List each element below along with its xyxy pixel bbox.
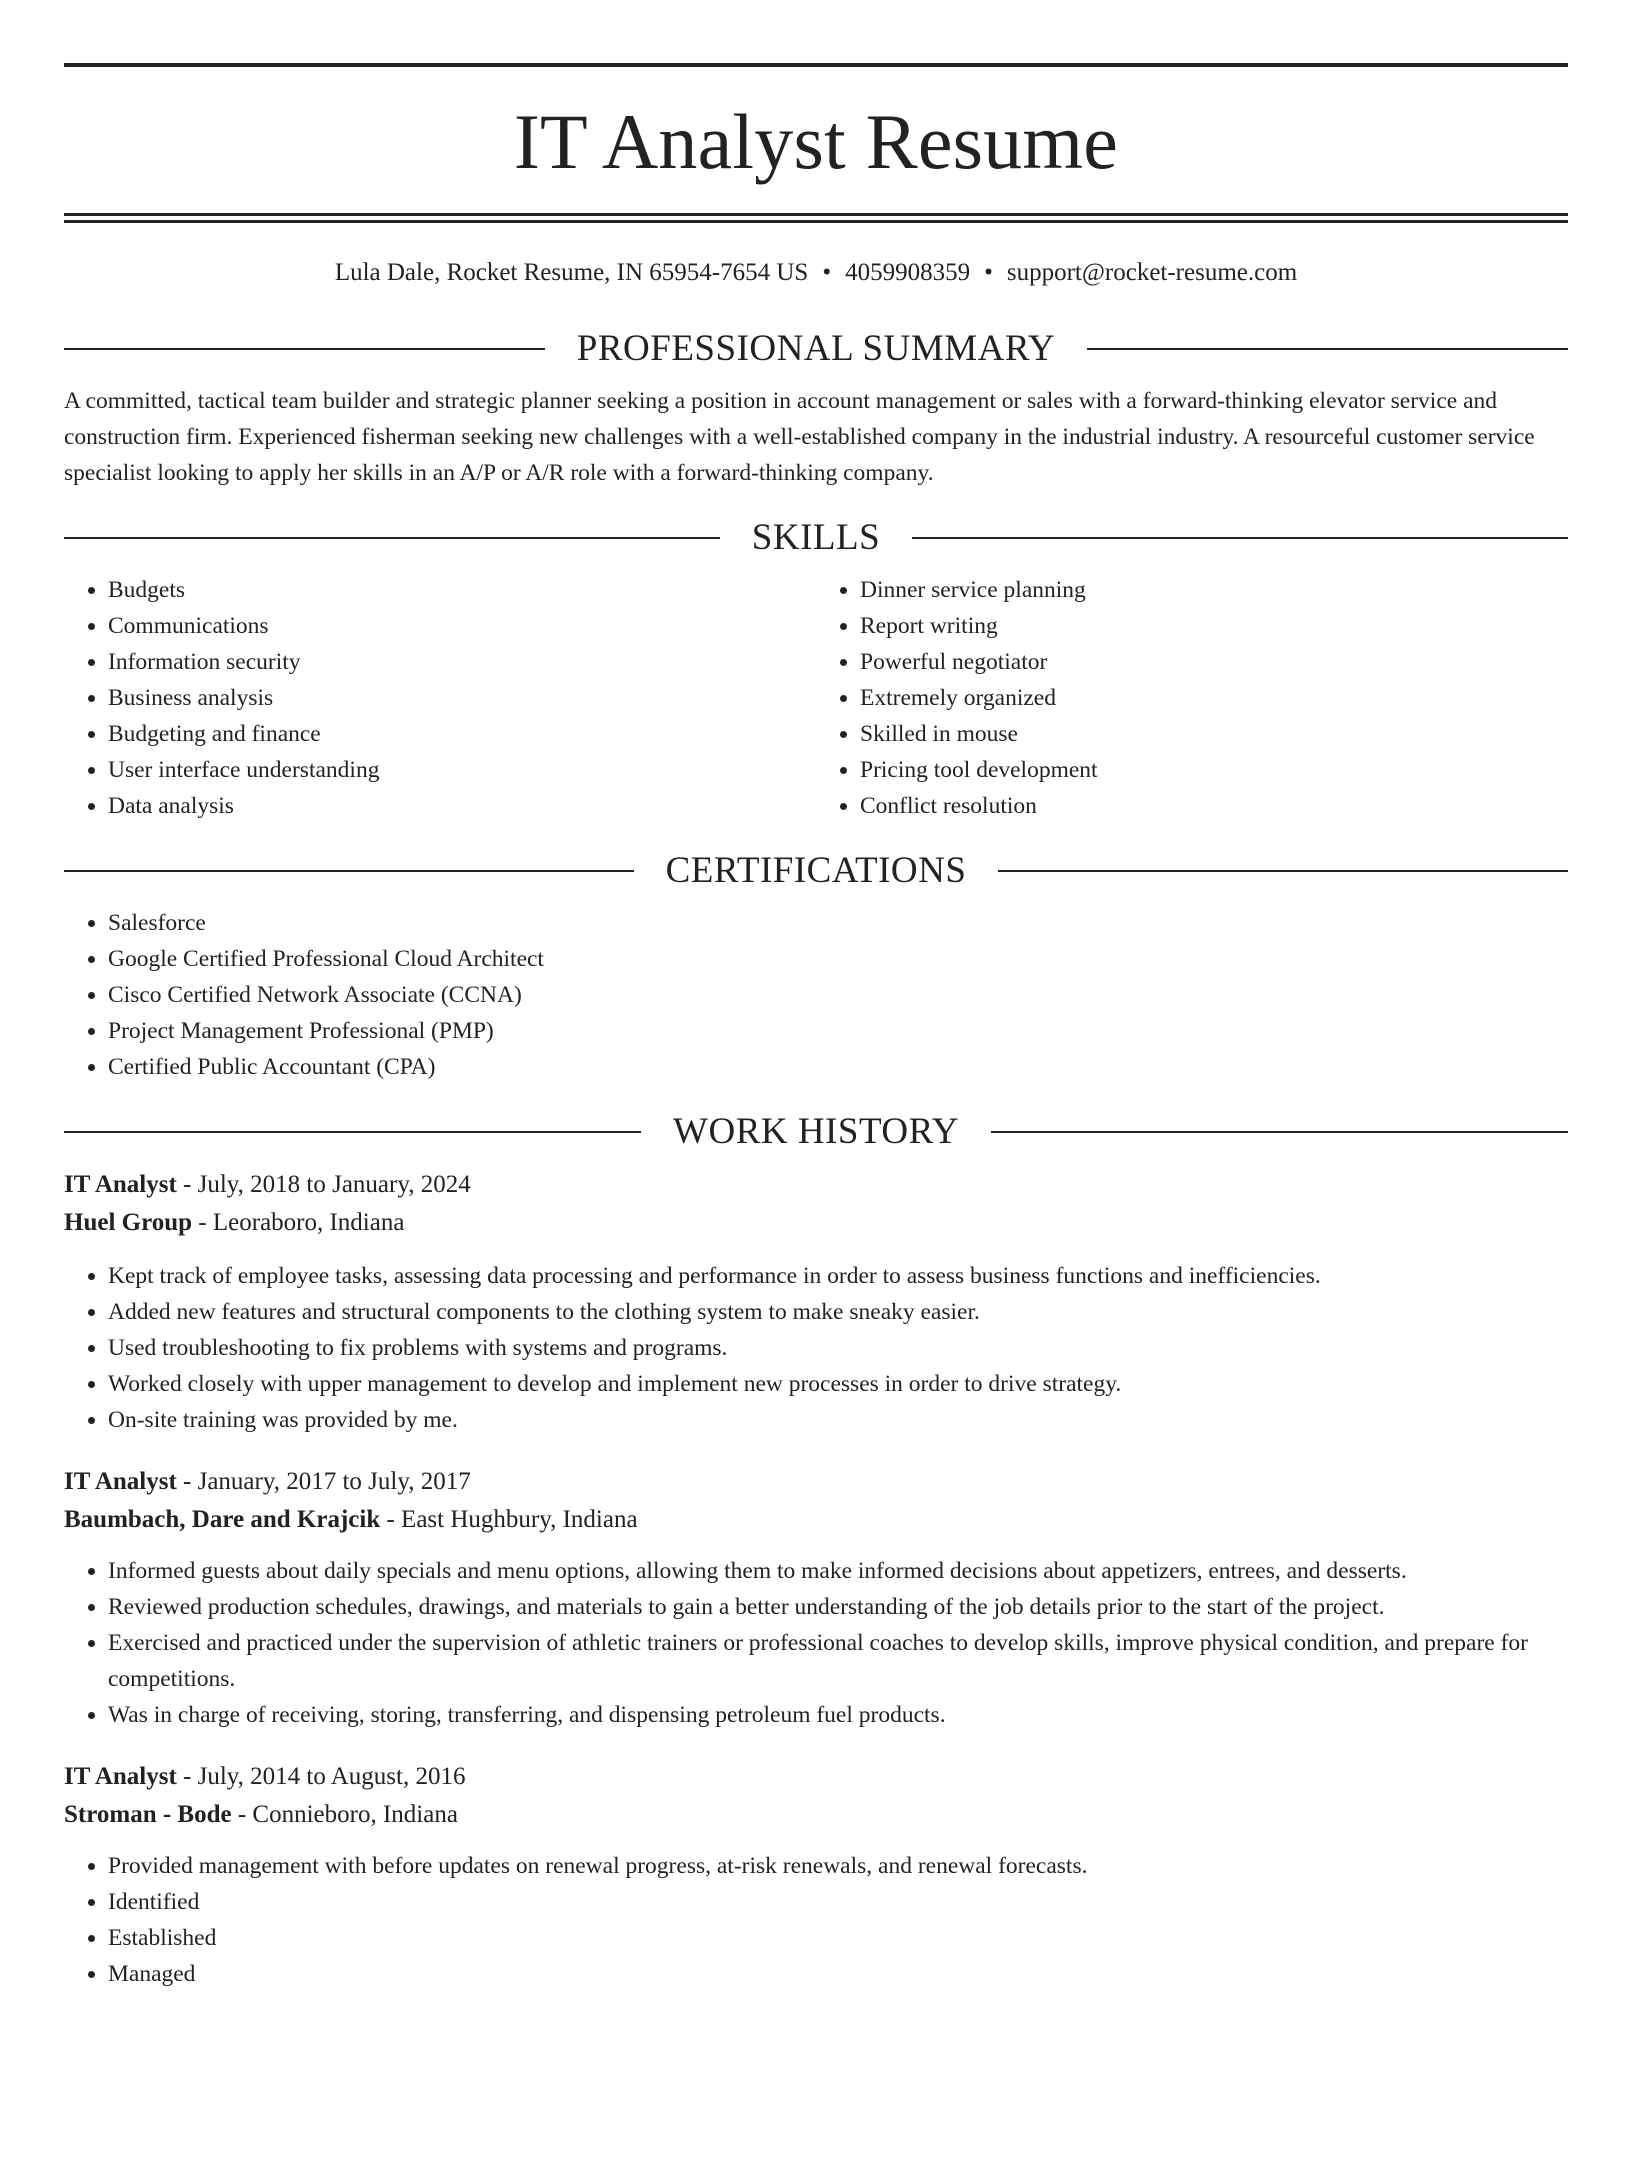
job-bullets — [64, 1258, 1568, 1438]
job-bullets — [64, 1553, 1568, 1733]
certification-item: • Cisco Certified Network Associate (CCNA) — [108, 977, 1568, 1013]
certification-item: • Google Certified Professional Cloud Architect — [108, 941, 1568, 977]
page-title: IT Analyst Resume — [513, 98, 1119, 185]
certifications-heading — [64, 852, 1568, 889]
job-dates: - January, 2017 to July, 2017 — [176, 1468, 471, 1495]
skill-item: • Information security — [108, 644, 816, 680]
resume-page — [0, 63, 1632, 2175]
contact-address: Lula Dale, Rocket Resume, IN 65954-7654 US — [334, 259, 809, 286]
job-bullet: • On-site training was provided by me. — [108, 1402, 1568, 1438]
job-dates: - July, 2018 to January, 2024 — [176, 1171, 471, 1198]
job-company: Baumbach, Dare and Krajcik — [64, 1506, 381, 1533]
job-company-line — [64, 1204, 1568, 1242]
contact-email: support@rocket-resume.com — [1006, 259, 1298, 286]
contact-separator: • — [822, 259, 832, 286]
job-bullet: • Informed guests about daily specials and menu options, allowing them to make informed decisions about appetizers, entrees, and desserts. — [108, 1553, 1568, 1589]
skill-item: • Dinner service planning — [860, 572, 1568, 608]
job-entry — [64, 1166, 1568, 1438]
certifications-heading-label: CERTIFICATIONS — [665, 850, 967, 891]
contact-line — [64, 258, 1568, 288]
skill-item: • User interface understanding — [108, 752, 816, 788]
job-bullet: • Identified — [108, 1884, 1568, 1920]
job-title: IT Analyst — [64, 1468, 177, 1495]
skill-item: • Budgeting and finance — [108, 716, 816, 752]
contact-separator: • — [984, 259, 993, 286]
skill-item: • Budgets — [108, 572, 816, 608]
job-title: IT Analyst — [64, 1171, 177, 1198]
job-title-line — [64, 1758, 1568, 1796]
certification-item: • Certified Public Accountant (CPA) — [108, 1049, 1568, 1085]
title-double-rule — [64, 213, 1568, 223]
job-title: IT Analyst — [64, 1763, 177, 1790]
job-entry — [64, 1758, 1568, 1992]
skills-grid — [64, 572, 1568, 824]
skill-item: • Conflict resolution — [860, 788, 1568, 824]
certification-item: • Project Management Professional (PMP) — [108, 1013, 1568, 1049]
skill-item: • Powerful negotiator — [860, 644, 1568, 680]
job-bullets — [64, 1848, 1568, 1992]
contact-phone: 4059908359 — [845, 259, 971, 286]
job-company: Huel Group — [64, 1209, 193, 1236]
job-entry — [64, 1463, 1568, 1733]
job-company-line — [64, 1796, 1568, 1834]
skill-item: • Business analysis — [108, 680, 816, 716]
skills-heading — [64, 519, 1568, 556]
job-bullet: • Managed — [108, 1956, 1568, 1992]
job-location: - Leoraboro, Indiana — [192, 1209, 405, 1236]
work-history-heading-label: WORK HISTORY — [673, 1111, 959, 1152]
job-company-line — [64, 1501, 1568, 1539]
skills-list-right — [816, 572, 1568, 824]
job-bullet: • Exercised and practiced under the supervision of athletic trainers or professional coaches to develop skills, improve physical condition, and prepare for competitions. — [108, 1625, 1568, 1697]
job-bullet: • Used troubleshooting to fix problems with systems and programs. — [108, 1330, 1568, 1366]
job-title-line — [64, 1463, 1568, 1501]
job-title-line — [64, 1166, 1568, 1204]
job-bullet: • Reviewed production schedules, drawings, and materials to gain a better understanding of the job details prior to the start of the project. — [108, 1589, 1568, 1625]
work-history-heading — [64, 1113, 1568, 1150]
job-bullet: • Provided management with before updates on renewal progress, at-risk renewals, and renewal forecasts. — [108, 1848, 1568, 1884]
top-rule — [64, 63, 1568, 67]
skill-item: • Pricing tool development — [860, 752, 1568, 788]
summary-text: A committed, tactical team builder and strategic planner seeking a position in account management or sales with a forward-thinking elevator service and construction firm. Experienced fisherman seeking new challenges with a well-established company in the industrial industry. A resourceful customer service specialist looking to apply her skills in an A/P or A/R role with a forward-thinking company. — [64, 388, 1535, 486]
summary-heading-label: PROFESSIONAL SUMMARY — [576, 328, 1056, 369]
job-bullet: • Was in charge of receiving, storing, transferring, and dispensing petroleum fuel products. — [108, 1697, 1568, 1733]
job-bullet: • Established — [108, 1920, 1568, 1956]
skill-item: • Communications — [108, 608, 816, 644]
job-location: - Connieboro, Indiana — [231, 1801, 458, 1828]
job-bullet: • Kept track of employee tasks, assessing data processing and performance in order to assess business functions and inefficiencies. — [108, 1258, 1568, 1294]
certifications-list — [64, 905, 1568, 1085]
job-bullet: • Worked closely with upper management to develop and implement new processes in order to drive strategy. — [108, 1366, 1568, 1402]
job-dates: - July, 2014 to August, 2016 — [176, 1763, 466, 1790]
job-company: Stroman - Bode — [64, 1801, 232, 1828]
job-bullet: • Added new features and structural components to the clothing system to make sneaky easier. — [108, 1294, 1568, 1330]
skill-item: • Skilled in mouse — [860, 716, 1568, 752]
skills-heading-label: SKILLS — [751, 517, 881, 558]
skill-item: • Extremely organized — [860, 680, 1568, 716]
skills-list-left — [64, 572, 816, 824]
summary-heading — [64, 330, 1568, 367]
certification-item: • Salesforce — [108, 905, 1568, 941]
job-location: - East Hughbury, Indiana — [380, 1506, 638, 1533]
skill-item: • Report writing — [860, 608, 1568, 644]
skill-item: • Data analysis — [108, 788, 816, 824]
